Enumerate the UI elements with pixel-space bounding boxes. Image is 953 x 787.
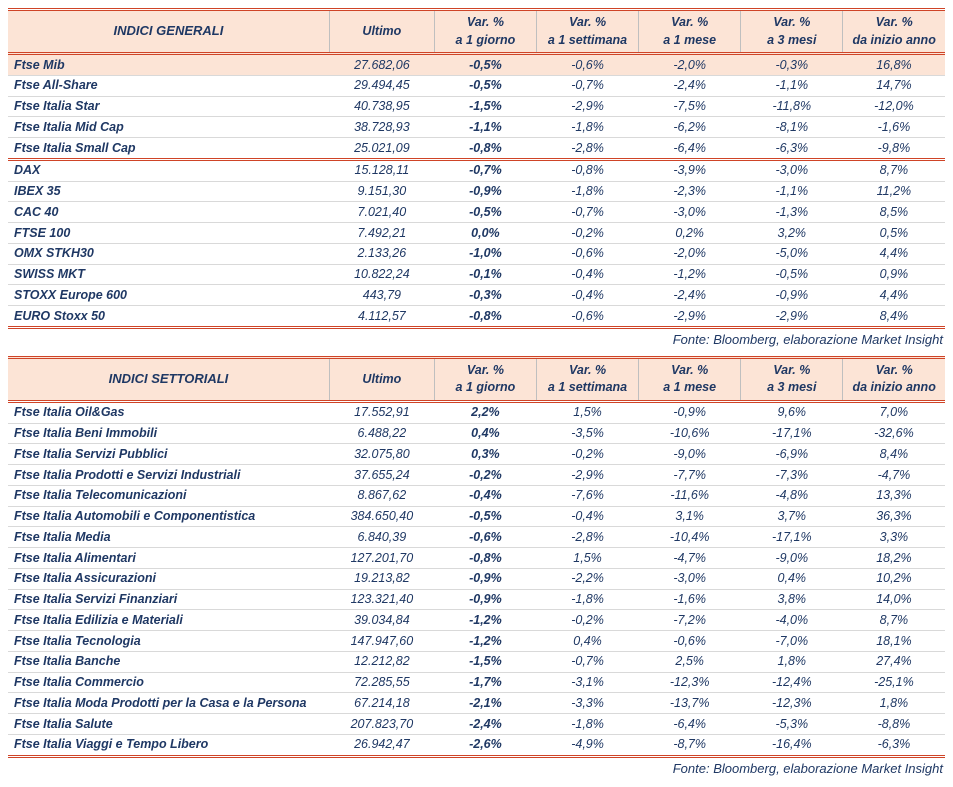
var-pct-value: -3,5% xyxy=(536,423,638,444)
var-pct-value: 4,4% xyxy=(843,285,945,306)
var-pct-value: -6,3% xyxy=(741,138,843,160)
col-header-line1: Var. % xyxy=(773,362,811,377)
var-pct-value: 27,4% xyxy=(843,651,945,672)
col-header-var-1-mese xyxy=(639,10,741,54)
var-pct-value: 0,3% xyxy=(434,444,536,465)
var-pct-value: 8,7% xyxy=(843,610,945,631)
var-pct-value: -0,3% xyxy=(434,285,536,306)
var-pct-value: -0,7% xyxy=(536,202,638,223)
col-header-var-inizio-anno xyxy=(843,10,945,54)
ultimo-value: 8.867,62 xyxy=(329,485,434,506)
var-pct-value: 9,6% xyxy=(741,401,843,423)
table-row xyxy=(8,117,945,138)
index-name: Ftse Italia Tecnologia xyxy=(8,631,329,652)
var-pct-value: -1,8% xyxy=(536,589,638,610)
var-pct-value: 36,3% xyxy=(843,506,945,527)
ultimo-value: 6.840,39 xyxy=(329,527,434,548)
var-pct-value: -0,2% xyxy=(536,444,638,465)
var-pct-value: 3,3% xyxy=(843,527,945,548)
table-row xyxy=(8,306,945,328)
col-header-line1: Var. % xyxy=(466,362,504,377)
var-pct-value: -1,5% xyxy=(434,96,536,117)
var-pct-value: -10,4% xyxy=(639,527,741,548)
index-name: Ftse Italia Prodotti e Servizi Industriali xyxy=(8,465,329,486)
var-pct-value: -8,1% xyxy=(741,117,843,138)
var-pct-value: -2,1% xyxy=(434,693,536,714)
col-header-line2: a 1 mese xyxy=(663,32,717,47)
var-pct-value: -0,5% xyxy=(434,506,536,527)
ultimo-value: 67.214,18 xyxy=(329,693,434,714)
var-pct-value: 2,2% xyxy=(434,401,536,423)
ultimo-value: 147.947,60 xyxy=(329,631,434,652)
table-row xyxy=(8,610,945,631)
var-pct-value: -0,9% xyxy=(434,568,536,589)
index-name: CAC 40 xyxy=(8,202,329,223)
var-pct-value: -2,4% xyxy=(434,714,536,735)
table-title-indici-settoriali: INDICI SETTORIALI xyxy=(8,357,329,401)
table-row xyxy=(8,285,945,306)
table-row xyxy=(8,506,945,527)
var-pct-value: 8,4% xyxy=(843,444,945,465)
ultimo-value: 37.655,24 xyxy=(329,465,434,486)
table-row xyxy=(8,734,945,756)
var-pct-value: -7,6% xyxy=(536,485,638,506)
var-pct-value: -2,0% xyxy=(639,243,741,264)
var-pct-value: -1,3% xyxy=(741,202,843,223)
var-pct-value: -13,7% xyxy=(639,693,741,714)
var-pct-value: -3,1% xyxy=(536,672,638,693)
var-pct-value: 3,1% xyxy=(639,506,741,527)
var-pct-value: -0,8% xyxy=(434,138,536,160)
var-pct-value: 1,5% xyxy=(536,548,638,569)
ultimo-value: 6.488,22 xyxy=(329,423,434,444)
var-pct-value: -7,5% xyxy=(639,96,741,117)
table-row xyxy=(8,264,945,285)
index-name: Ftse Italia Servizi Pubblici xyxy=(8,444,329,465)
var-pct-value: -4,7% xyxy=(843,465,945,486)
col-header-line2: a 1 mese xyxy=(663,380,717,395)
var-pct-value: 8,5% xyxy=(843,202,945,223)
index-name: SWISS MKT xyxy=(8,264,329,285)
var-pct-value: 1,8% xyxy=(741,651,843,672)
var-pct-value: -0,5% xyxy=(434,75,536,96)
table-row xyxy=(8,138,945,160)
var-pct-value: -32,6% xyxy=(843,423,945,444)
var-pct-value: 1,8% xyxy=(843,693,945,714)
table-row xyxy=(8,202,945,223)
var-pct-value: -12,0% xyxy=(843,96,945,117)
var-pct-value: -0,5% xyxy=(434,202,536,223)
ultimo-value: 7.492,21 xyxy=(329,223,434,244)
col-header-line1: Var. % xyxy=(671,15,709,29)
var-pct-value: -16,4% xyxy=(741,734,843,756)
var-pct-value: 0,5% xyxy=(843,223,945,244)
var-pct-value: -0,5% xyxy=(741,264,843,285)
var-pct-value: -6,4% xyxy=(639,714,741,735)
col-header-line2: a 3 mesi xyxy=(767,32,817,47)
ultimo-value: 10.822,24 xyxy=(329,264,434,285)
var-pct-value: 3,7% xyxy=(741,506,843,527)
var-pct-value: -2,9% xyxy=(741,306,843,328)
var-pct-value: -2,3% xyxy=(639,181,741,202)
var-pct-value: -3,0% xyxy=(639,568,741,589)
var-pct-value: -1,7% xyxy=(434,672,536,693)
var-pct-value: -2,0% xyxy=(639,54,741,76)
var-pct-value: 2,5% xyxy=(639,651,741,672)
var-pct-value: -4,8% xyxy=(741,485,843,506)
col-header-line1: Var. % xyxy=(569,362,607,377)
ultimo-value: 123.321,40 xyxy=(329,589,434,610)
var-pct-value: -0,7% xyxy=(434,159,536,181)
index-name: Ftse Italia Mid Cap xyxy=(8,117,329,138)
ultimo-value: 207.823,70 xyxy=(329,714,434,735)
var-pct-value: -6,4% xyxy=(639,138,741,160)
col-header-var-1-giorno xyxy=(434,357,536,401)
var-pct-value: -3,0% xyxy=(741,159,843,181)
col-header-var-1-mese xyxy=(639,357,741,401)
var-pct-value: -0,9% xyxy=(434,589,536,610)
col-header-line1: Var. % xyxy=(875,15,913,29)
index-name: Ftse Italia Star xyxy=(8,96,329,117)
index-name: Ftse Italia Moda Prodotti per la Casa e la Persona xyxy=(8,693,329,714)
var-pct-value: -0,2% xyxy=(536,223,638,244)
table-row xyxy=(8,714,945,735)
var-pct-value: -0,6% xyxy=(434,527,536,548)
index-name: Ftse Italia Telecomunicazioni xyxy=(8,485,329,506)
var-pct-value: 14,0% xyxy=(843,589,945,610)
var-pct-value: -0,7% xyxy=(536,75,638,96)
index-name: Ftse Italia Media xyxy=(8,527,329,548)
index-name: OMX STKH30 xyxy=(8,243,329,264)
european-indices-group xyxy=(8,159,945,327)
ultimo-value: 384.650,40 xyxy=(329,506,434,527)
var-pct-value: -1,2% xyxy=(434,610,536,631)
source-note: Fonte: Bloomberg, elaborazione Market Insight xyxy=(672,760,943,776)
var-pct-value: -12,3% xyxy=(639,672,741,693)
var-pct-value: -0,4% xyxy=(536,506,638,527)
var-pct-value: -0,3% xyxy=(741,54,843,76)
var-pct-value: -1,6% xyxy=(843,117,945,138)
var-pct-value: -6,2% xyxy=(639,117,741,138)
var-pct-value: -5,3% xyxy=(741,714,843,735)
table-row xyxy=(8,548,945,569)
var-pct-value: -0,6% xyxy=(536,243,638,264)
ultimo-value: 40.738,95 xyxy=(329,96,434,117)
col-header-line1: Var. % xyxy=(875,362,913,377)
italian-indices-group xyxy=(8,54,945,160)
var-pct-value: -2,4% xyxy=(639,285,741,306)
var-pct-value: 11,2% xyxy=(843,181,945,202)
var-pct-value: -5,0% xyxy=(741,243,843,264)
var-pct-value: -7,7% xyxy=(639,465,741,486)
ultimo-value: 2.133,26 xyxy=(329,243,434,264)
index-name: EURO Stoxx 50 xyxy=(8,306,329,328)
index-name: Ftse Italia Small Cap xyxy=(8,138,329,160)
index-name: FTSE 100 xyxy=(8,223,329,244)
index-name: Ftse Italia Salute xyxy=(8,714,329,735)
var-pct-value: -0,6% xyxy=(536,306,638,328)
var-pct-value: -0,5% xyxy=(434,54,536,76)
table-row xyxy=(8,465,945,486)
col-header-line2: a 1 settimana xyxy=(547,380,628,395)
var-pct-value: -2,6% xyxy=(434,734,536,756)
var-pct-value: -1,8% xyxy=(536,714,638,735)
var-pct-value: -0,4% xyxy=(536,264,638,285)
table-row xyxy=(8,96,945,117)
col-header-var-1-settimana xyxy=(536,357,638,401)
var-pct-value: -8,7% xyxy=(639,734,741,756)
header-row xyxy=(8,357,945,401)
var-pct-value: -0,6% xyxy=(536,54,638,76)
ultimo-value: 4.112,57 xyxy=(329,306,434,328)
table-row xyxy=(8,651,945,672)
index-name: Ftse Italia Viaggi e Tempo Libero xyxy=(8,734,329,756)
var-pct-value: 0,9% xyxy=(843,264,945,285)
var-pct-value: 8,4% xyxy=(843,306,945,328)
var-pct-value: -0,9% xyxy=(434,181,536,202)
var-pct-value: -0,8% xyxy=(434,548,536,569)
var-pct-value: 4,4% xyxy=(843,243,945,264)
index-name: Ftse All-Share xyxy=(8,75,329,96)
var-pct-value: -1,1% xyxy=(741,181,843,202)
col-header-ultimo: Ultimo xyxy=(329,10,434,54)
col-header-line1: Var. % xyxy=(569,15,607,29)
ultimo-value: 32.075,80 xyxy=(329,444,434,465)
col-header-var-1-settimana xyxy=(536,10,638,54)
col-header-line2: a 1 settimana xyxy=(547,32,628,47)
ultimo-value: 7.021,40 xyxy=(329,202,434,223)
table-row xyxy=(8,589,945,610)
sector-indices-group xyxy=(8,401,945,756)
col-header-line1: Var. % xyxy=(671,362,709,377)
var-pct-value: -1,5% xyxy=(434,651,536,672)
ultimo-value: 17.552,91 xyxy=(329,401,434,423)
ultimo-value: 39.034,84 xyxy=(329,610,434,631)
table-row xyxy=(8,693,945,714)
indici-settoriali-table xyxy=(8,356,945,758)
var-pct-value: -2,8% xyxy=(536,138,638,160)
table-row xyxy=(8,672,945,693)
ultimo-value: 29.494,45 xyxy=(329,75,434,96)
index-name: STOXX Europe 600 xyxy=(8,285,329,306)
table-title-indici-generali: INDICI GENERALI xyxy=(8,10,329,54)
var-pct-value: 0,4% xyxy=(741,568,843,589)
col-header-line1: Var. % xyxy=(773,15,811,29)
table-row xyxy=(8,223,945,244)
var-pct-value: -1,6% xyxy=(639,589,741,610)
ultimo-value: 26.942,47 xyxy=(329,734,434,756)
var-pct-value: 3,8% xyxy=(741,589,843,610)
var-pct-value: 14,7% xyxy=(843,75,945,96)
ultimo-value: 12.212,82 xyxy=(329,651,434,672)
var-pct-value: 0,4% xyxy=(536,631,638,652)
var-pct-value: 18,2% xyxy=(843,548,945,569)
table-row xyxy=(8,159,945,181)
ultimo-value: 72.285,55 xyxy=(329,672,434,693)
ultimo-value: 9.151,30 xyxy=(329,181,434,202)
source-note: Fonte: Bloomberg, elaborazione Market Insight xyxy=(672,331,943,347)
var-pct-value: -0,2% xyxy=(434,465,536,486)
var-pct-value: -6,9% xyxy=(741,444,843,465)
table-row xyxy=(8,527,945,548)
var-pct-value: 7,0% xyxy=(843,401,945,423)
var-pct-value: -6,3% xyxy=(843,734,945,756)
col-header-line2: a 1 giorno xyxy=(455,380,516,395)
var-pct-value: -12,4% xyxy=(741,672,843,693)
var-pct-value: -0,9% xyxy=(639,401,741,423)
var-pct-value: -2,2% xyxy=(536,568,638,589)
var-pct-value: -1,8% xyxy=(536,181,638,202)
index-name: Ftse Italia Oil&Gas xyxy=(8,401,329,423)
var-pct-value: -0,7% xyxy=(536,651,638,672)
col-header-line1: Var. % xyxy=(466,15,504,29)
col-header-ultimo: Ultimo xyxy=(329,357,434,401)
var-pct-value: -4,0% xyxy=(741,610,843,631)
var-pct-value: 0,2% xyxy=(639,223,741,244)
table-row xyxy=(8,423,945,444)
table-row xyxy=(8,54,945,76)
var-pct-value: -4,9% xyxy=(536,734,638,756)
ultimo-value: 15.128,11 xyxy=(329,159,434,181)
col-header-var-inizio-anno xyxy=(843,357,945,401)
var-pct-value: -11,8% xyxy=(741,96,843,117)
ultimo-value: 25.021,09 xyxy=(329,138,434,160)
table-row xyxy=(8,243,945,264)
col-header-line2: a 1 giorno xyxy=(455,32,516,47)
var-pct-value: -9,0% xyxy=(639,444,741,465)
var-pct-value: -2,9% xyxy=(536,96,638,117)
indici-generali-table xyxy=(8,8,945,329)
table-row xyxy=(8,75,945,96)
var-pct-value: -1,8% xyxy=(536,117,638,138)
var-pct-value: -0,1% xyxy=(434,264,536,285)
var-pct-value: 0,4% xyxy=(434,423,536,444)
col-header-line2: a 3 mesi xyxy=(767,380,817,395)
var-pct-value: 3,2% xyxy=(741,223,843,244)
var-pct-value: -3,0% xyxy=(639,202,741,223)
var-pct-value: -7,3% xyxy=(741,465,843,486)
var-pct-value: -1,2% xyxy=(639,264,741,285)
index-name: Ftse Italia Automobili e Componentistica xyxy=(8,506,329,527)
index-name: Ftse Italia Alimentari xyxy=(8,548,329,569)
var-pct-value: -9,0% xyxy=(741,548,843,569)
index-name: Ftse Italia Servizi Finanziari xyxy=(8,589,329,610)
var-pct-value: -11,6% xyxy=(639,485,741,506)
table-row xyxy=(8,485,945,506)
var-pct-value: -12,3% xyxy=(741,693,843,714)
var-pct-value: -3,9% xyxy=(639,159,741,181)
var-pct-value: 8,7% xyxy=(843,159,945,181)
index-name: DAX xyxy=(8,159,329,181)
index-name: Ftse Italia Beni Immobili xyxy=(8,423,329,444)
index-name: Ftse Italia Commercio xyxy=(8,672,329,693)
var-pct-value: -9,8% xyxy=(843,138,945,160)
var-pct-value: -1,1% xyxy=(434,117,536,138)
index-name: Ftse Mib xyxy=(8,54,329,76)
var-pct-value: -0,4% xyxy=(536,285,638,306)
var-pct-value: -17,1% xyxy=(741,423,843,444)
var-pct-value: -0,4% xyxy=(434,485,536,506)
col-header-line2: da inizio anno xyxy=(852,32,936,47)
var-pct-value: -0,6% xyxy=(639,631,741,652)
index-name: Ftse Italia Assicurazioni xyxy=(8,568,329,589)
table-row xyxy=(8,401,945,423)
var-pct-value: 16,8% xyxy=(843,54,945,76)
var-pct-value: -2,4% xyxy=(639,75,741,96)
table-row xyxy=(8,181,945,202)
table-row xyxy=(8,631,945,652)
var-pct-value: -0,8% xyxy=(536,159,638,181)
ultimo-value: 443,79 xyxy=(329,285,434,306)
var-pct-value: -0,8% xyxy=(434,306,536,328)
var-pct-value: -3,3% xyxy=(536,693,638,714)
table-row xyxy=(8,568,945,589)
col-header-line2: da inizio anno xyxy=(852,380,936,395)
col-header-var-1-giorno xyxy=(434,10,536,54)
var-pct-value: -2,9% xyxy=(639,306,741,328)
var-pct-value: -17,1% xyxy=(741,527,843,548)
var-pct-value: 13,3% xyxy=(843,485,945,506)
var-pct-value: -7,0% xyxy=(741,631,843,652)
header-row xyxy=(8,10,945,54)
index-name: IBEX 35 xyxy=(8,181,329,202)
index-name: Ftse Italia Banche xyxy=(8,651,329,672)
var-pct-value: 1,5% xyxy=(536,401,638,423)
var-pct-value: -7,2% xyxy=(639,610,741,631)
ultimo-value: 127.201,70 xyxy=(329,548,434,569)
var-pct-value: -1,2% xyxy=(434,631,536,652)
var-pct-value: 18,1% xyxy=(843,631,945,652)
var-pct-value: 10,2% xyxy=(843,568,945,589)
var-pct-value: -1,1% xyxy=(741,75,843,96)
var-pct-value: -4,7% xyxy=(639,548,741,569)
var-pct-value: -1,0% xyxy=(434,243,536,264)
var-pct-value: -10,6% xyxy=(639,423,741,444)
var-pct-value: -2,8% xyxy=(536,527,638,548)
col-header-var-3-mesi xyxy=(741,10,843,54)
var-pct-value: 0,0% xyxy=(434,223,536,244)
ultimo-value: 19.213,82 xyxy=(329,568,434,589)
var-pct-value: -0,2% xyxy=(536,610,638,631)
var-pct-value: -25,1% xyxy=(843,672,945,693)
ultimo-value: 27.682,06 xyxy=(329,54,434,76)
ultimo-value: 38.728,93 xyxy=(329,117,434,138)
var-pct-value: -2,9% xyxy=(536,465,638,486)
var-pct-value: -0,9% xyxy=(741,285,843,306)
var-pct-value: -8,8% xyxy=(843,714,945,735)
index-name: Ftse Italia Edilizia e Materiali xyxy=(8,610,329,631)
col-header-var-3-mesi xyxy=(741,357,843,401)
table-row xyxy=(8,444,945,465)
